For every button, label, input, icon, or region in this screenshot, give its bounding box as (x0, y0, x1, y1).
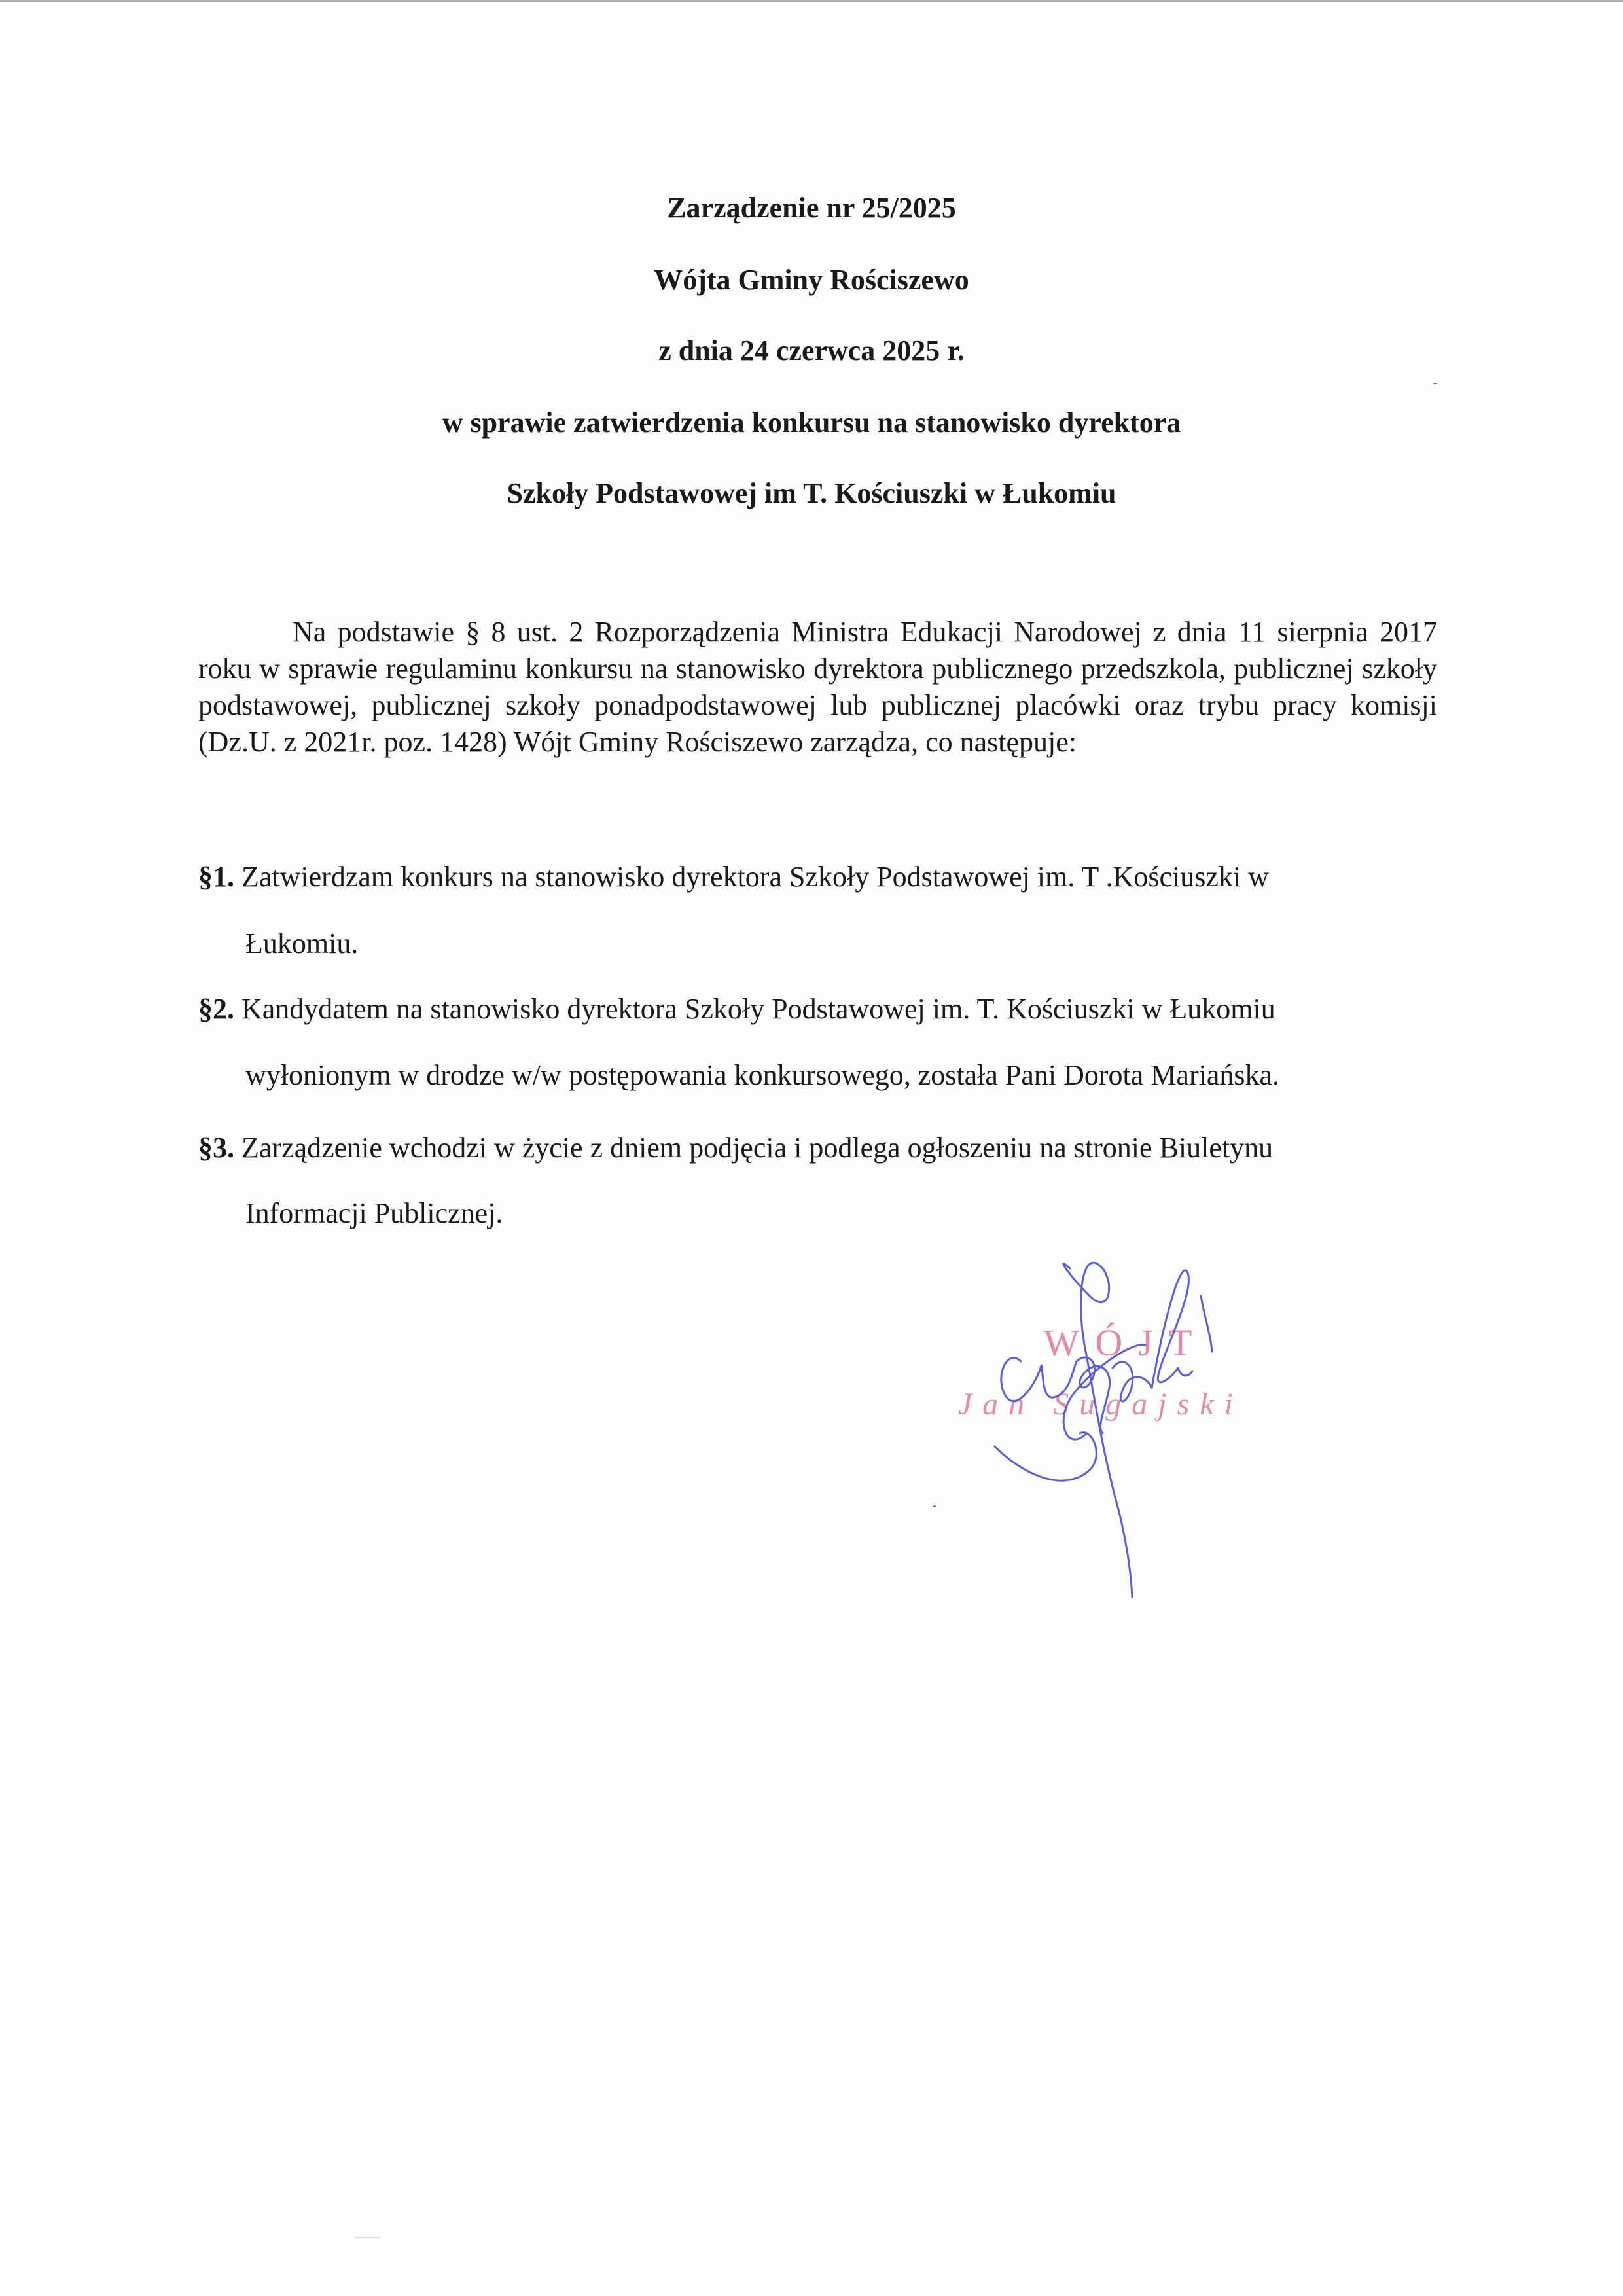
paragraph-1-text-2: Łukomiu. (245, 927, 359, 960)
handwritten-signature (955, 1237, 1296, 1604)
scan-speck (933, 1505, 936, 1507)
paragraph-1-text-1: Zatwierdzam konkurs na stanowisko dyrektora Szkoły Podstawowej im. T .Kościuszki w (241, 861, 1269, 893)
ordinance-number: Zarządzenie nr 25/2025 (667, 192, 956, 224)
subject-line-1: w sprawie zatwierdzenia konkursu na stanowisko dyrektora (442, 406, 1181, 439)
issuer-title: Wójta Gminy Rościszewo (654, 264, 969, 296)
paragraph-2-text-1: Kandydatem na stanowisko dyrektora Szkoły Podstawowej im. T. Kościuszki w Łukomiu (241, 993, 1275, 1025)
scan-speck (1433, 383, 1437, 384)
scan-edge-line (0, 0, 1623, 2)
scan-speck (355, 2237, 381, 2238)
issue-date: z dnia 24 czerwca 2025 r. (658, 334, 965, 367)
stamp-name: Jan Sugajski (958, 1387, 1243, 1422)
paragraph-3-text-2: Informacji Publicznej. (245, 1197, 503, 1229)
paragraph-3-number: §3. (198, 1132, 234, 1164)
paragraph-1-number: §1. (198, 861, 234, 893)
paragraph-3-first-line (198, 1130, 1273, 1166)
subject-line-2: Szkoły Podstawowej im T. Kościuszki w Łukomiu (507, 477, 1116, 509)
paragraph-2-number: §2. (198, 993, 234, 1025)
paragraph-1-first-line (198, 859, 1269, 895)
official-stamp (955, 1237, 1296, 1604)
paragraph-3-text-1: Zarządzenie wchodzi w życie z dniem podjęcia i podlega ogłoszeniu na stronie Biuletynu (241, 1132, 1274, 1164)
legal-basis-paragraph: Na podstawie § 8 ust. 2 Rozporządzenia Ministra Edukacji Narodowej z dnia 11 sierpnia 2017 roku w sprawie regulaminu konkursu na stanowisko dyrektora publicznego przedszkola, publicznej szkoły podstawowej, publicznej szkoły ponadpodstawowej lub publicznej placówki oraz trybu pracy komisji (Dz.U. z 2021r. poz. 1428) Wójt Gminy Rościszewo zarządza, co następuje: (198, 616, 1437, 758)
stamp-title: WÓJT (1043, 1321, 1208, 1364)
paragraph-2-text-2: wyłonionym w drodze w/w postępowania konkursowego, została Pani Dorota Mariańska. (245, 1059, 1280, 1091)
paragraph-2-first-line (198, 991, 1275, 1028)
